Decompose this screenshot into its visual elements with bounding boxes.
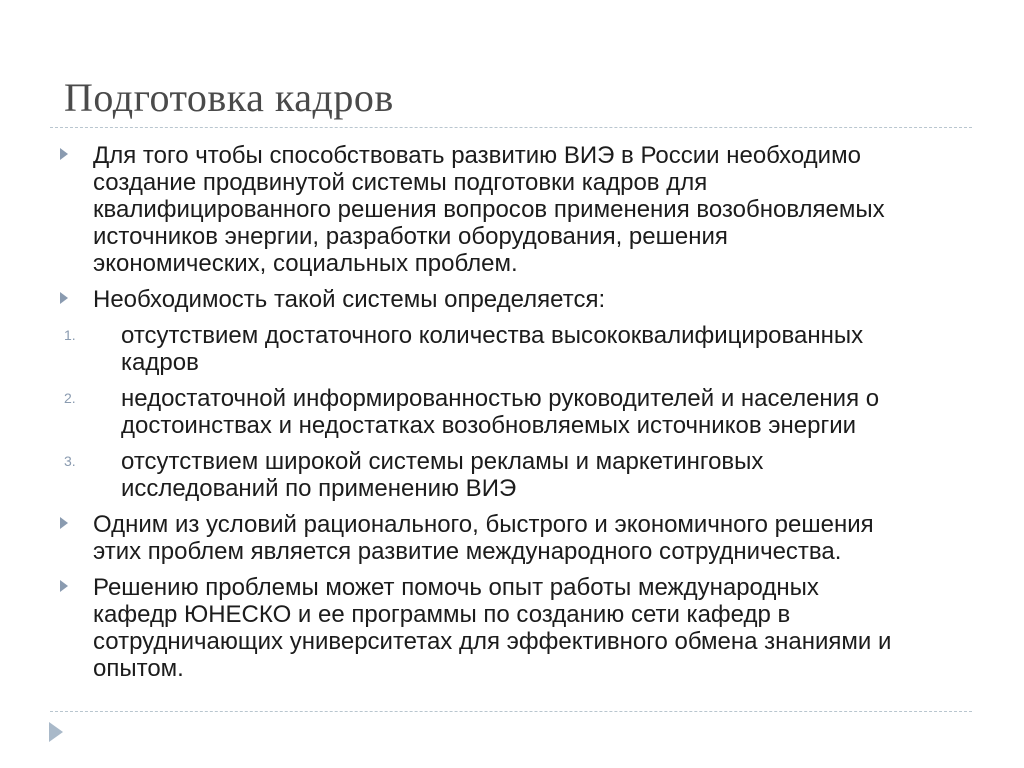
list-number: 2. — [64, 390, 76, 406]
numbered-text: недостаточной информированностью руководителей и населения о достоинствах и недостатках возобновляемых источников энергии — [121, 385, 880, 439]
numbered-item — [0, 322, 1024, 376]
bullet-text: Для того чтобы способствовать развитию ВИЭ в России необходимо создание продвинутой системы подготовки кадров для квалифицированного решения вопросов применения возобновляемых источников энергии, разработки оборудования, решения экономических, социальных проблем. — [93, 142, 885, 277]
bullet-item — [0, 574, 1024, 682]
list-number: 1. — [64, 327, 76, 343]
play-arrow-icon[interactable] — [49, 722, 63, 742]
numbered-item — [0, 448, 1024, 502]
bullet-item — [0, 286, 1024, 313]
slide-title: Подготовка кадров — [64, 75, 394, 120]
bullet-text: Одним из условий рационального, быстрого и экономичного решения этих проблем является развитие международного сотрудничества. — [93, 511, 874, 565]
footer-divider — [50, 711, 972, 712]
bullet-item — [0, 511, 1024, 565]
numbered-text: отсутствием достаточного количества высококвалифицированных кадров — [121, 322, 864, 376]
bullet-text: Необходимость такой системы определяется: — [93, 286, 606, 313]
bullet-text: Решению проблемы может помочь опыт работы международных кафедр ЮНЕСКО и ее программы по созданию сети кафедр в сотрудничающих университетах для эффективного обмена знаниями и опытом. — [93, 574, 892, 682]
numbered-item — [0, 385, 1024, 439]
list-number: 3. — [64, 453, 76, 469]
bullet-item — [0, 142, 1024, 277]
triangle-right-icon — [60, 580, 68, 592]
triangle-right-icon — [60, 292, 68, 304]
title-divider — [50, 127, 972, 128]
numbered-text: отсутствием широкой системы рекламы и маркетинговых исследований по применению ВИЭ — [121, 448, 764, 502]
triangle-right-icon — [60, 517, 68, 529]
slide-content — [0, 142, 1024, 682]
triangle-right-icon — [60, 148, 68, 160]
